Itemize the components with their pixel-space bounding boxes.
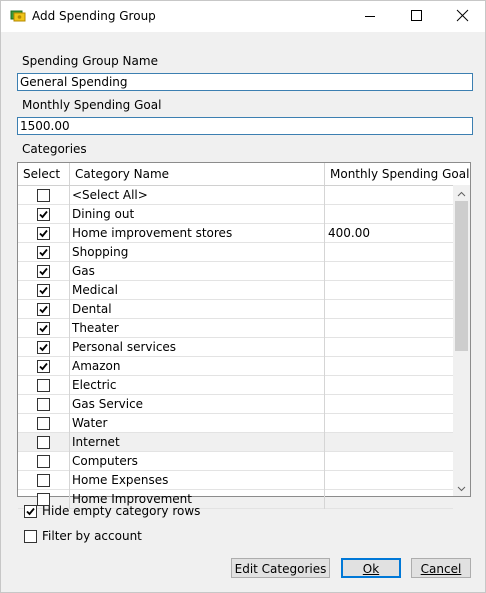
monthly-goal-cell[interactable] xyxy=(325,414,453,433)
filter-by-account-label[interactable]: Filter by account xyxy=(42,529,142,543)
row-checkbox[interactable] xyxy=(37,379,50,392)
ok-button-label: Ok xyxy=(362,562,380,576)
ok-button[interactable] xyxy=(341,558,401,578)
select-cell xyxy=(18,357,70,376)
maximize-button[interactable] xyxy=(393,1,439,32)
hide-empty-rows-checkbox[interactable] xyxy=(24,505,37,518)
category-name-cell[interactable]: Water xyxy=(70,414,325,433)
row-checkbox[interactable] xyxy=(37,417,50,430)
scrollbar-thumb[interactable] xyxy=(455,201,468,351)
table-row[interactable] xyxy=(18,224,453,243)
window-title: Add Spending Group xyxy=(32,9,156,23)
row-checkbox[interactable] xyxy=(37,246,50,259)
monthly-goal-cell[interactable] xyxy=(325,338,453,357)
title-bar xyxy=(1,1,485,32)
select-cell xyxy=(18,262,70,281)
category-name-cell[interactable]: Gas xyxy=(70,262,325,281)
monthly-goal-cell[interactable] xyxy=(325,490,453,509)
monthly-spending-goal-label: Monthly Spending Goal xyxy=(22,98,162,112)
select-cell xyxy=(18,376,70,395)
row-checkbox[interactable] xyxy=(37,341,50,354)
select-cell xyxy=(18,395,70,414)
column-header-select[interactable]: Select xyxy=(18,163,70,185)
monthly-goal-cell[interactable] xyxy=(325,262,453,281)
table-row[interactable] xyxy=(18,357,453,376)
category-name-cell[interactable]: Home Expenses xyxy=(70,471,325,490)
row-checkbox[interactable] xyxy=(37,227,50,240)
select-cell xyxy=(18,300,70,319)
money-icon xyxy=(11,10,25,22)
category-name-cell[interactable]: Medical xyxy=(70,281,325,300)
table-row[interactable] xyxy=(18,395,453,414)
column-header-monthly-goal[interactable]: Monthly Spending Goal xyxy=(330,167,470,181)
select-cell xyxy=(18,205,70,224)
select-cell xyxy=(18,338,70,357)
monthly-goal-cell[interactable] xyxy=(325,471,453,490)
category-name-cell[interactable]: Theater xyxy=(70,319,325,338)
row-checkbox[interactable] xyxy=(37,265,50,278)
category-name-cell[interactable]: Electric xyxy=(70,376,325,395)
select-cell xyxy=(18,319,70,338)
category-name-cell[interactable]: Internet xyxy=(70,433,325,452)
row-checkbox[interactable] xyxy=(37,189,50,202)
close-button[interactable] xyxy=(439,1,485,32)
category-name-cell[interactable]: Home Improvement xyxy=(70,490,325,509)
select-cell xyxy=(18,471,70,490)
grid-rows xyxy=(18,186,453,509)
maximize-icon xyxy=(411,10,422,24)
hide-empty-rows-label[interactable]: Hide empty category rows xyxy=(42,504,201,518)
monthly-goal-cell[interactable] xyxy=(325,452,453,471)
edit-categories-button[interactable]: Edit Categories xyxy=(231,558,330,578)
filter-by-account-checkbox[interactable] xyxy=(24,530,37,543)
table-row[interactable] xyxy=(18,281,453,300)
monthly-goal-cell[interactable] xyxy=(325,281,453,300)
row-checkbox[interactable] xyxy=(37,436,50,449)
select-cell xyxy=(18,281,70,300)
chevron-up-icon xyxy=(457,186,466,200)
category-name-cell[interactable]: Personal services xyxy=(70,338,325,357)
monthly-goal-cell[interactable] xyxy=(325,205,453,224)
table-row[interactable] xyxy=(18,319,453,338)
monthly-goal-cell[interactable] xyxy=(325,433,453,452)
table-row[interactable] xyxy=(18,205,453,224)
spending-group-name-input[interactable]: General Spending xyxy=(17,73,473,91)
row-checkbox[interactable] xyxy=(37,474,50,487)
row-checkbox[interactable] xyxy=(37,455,50,468)
select-cell xyxy=(18,452,70,471)
cancel-button-label: Cancel xyxy=(420,562,462,576)
category-name-cell[interactable]: Amazon xyxy=(70,357,325,376)
monthly-goal-cell[interactable] xyxy=(325,395,453,414)
table-row[interactable] xyxy=(18,186,453,205)
minimize-icon xyxy=(365,10,375,24)
spending-group-name-label: Spending Group Name xyxy=(22,54,158,68)
row-checkbox[interactable] xyxy=(37,284,50,297)
select-cell xyxy=(18,224,70,243)
table-row[interactable] xyxy=(18,338,453,357)
table-row[interactable] xyxy=(18,262,453,281)
row-checkbox[interactable] xyxy=(37,398,50,411)
category-name-cell[interactable]: Home improvement stores xyxy=(70,224,325,243)
categories-label: Categories xyxy=(22,142,87,156)
monthly-goal-cell[interactable]: 400.00 xyxy=(328,226,370,240)
select-cell xyxy=(18,414,70,433)
monthly-goal-cell[interactable] xyxy=(325,243,453,262)
table-row[interactable] xyxy=(18,433,453,452)
select-cell xyxy=(18,433,70,452)
category-name-cell[interactable]: Computers xyxy=(70,452,325,471)
monthly-goal-cell[interactable] xyxy=(325,300,453,319)
categories-grid[interactable] xyxy=(17,162,471,506)
row-checkbox[interactable] xyxy=(37,208,50,221)
row-checkbox[interactable] xyxy=(37,322,50,335)
row-checkbox[interactable] xyxy=(37,360,50,373)
vertical-scrollbar[interactable] xyxy=(453,185,470,496)
minimize-button[interactable] xyxy=(347,1,393,32)
monthly-goal-cell[interactable] xyxy=(325,357,453,376)
monthly-spending-goal-input[interactable]: 1500.00 xyxy=(17,117,473,135)
table-row[interactable] xyxy=(18,414,453,433)
cancel-button[interactable] xyxy=(411,558,471,578)
select-cell xyxy=(18,186,70,205)
table-row[interactable] xyxy=(18,471,453,490)
monthly-goal-cell[interactable] xyxy=(325,376,453,395)
table-row[interactable] xyxy=(18,300,453,319)
scroll-down-button[interactable] xyxy=(453,480,470,496)
category-name-cell[interactable]: <Select All> xyxy=(70,186,325,205)
table-row[interactable] xyxy=(18,452,453,471)
select-cell xyxy=(18,243,70,262)
category-name-cell[interactable]: Dining out xyxy=(70,205,325,224)
table-row[interactable] xyxy=(18,376,453,395)
category-name-cell[interactable]: Gas Service xyxy=(70,395,325,414)
table-row[interactable] xyxy=(18,243,453,262)
close-icon xyxy=(457,10,468,24)
column-header-category-name[interactable]: Category Name xyxy=(70,163,325,185)
row-checkbox[interactable] xyxy=(37,303,50,316)
monthly-goal-cell[interactable] xyxy=(325,319,453,338)
category-name-cell[interactable]: Dental xyxy=(70,300,325,319)
monthly-goal-cell[interactable] xyxy=(325,186,453,205)
category-name-cell[interactable]: Shopping xyxy=(70,243,325,262)
chevron-down-icon xyxy=(457,481,466,495)
scroll-up-button[interactable] xyxy=(453,185,470,201)
grid-header xyxy=(18,163,470,186)
